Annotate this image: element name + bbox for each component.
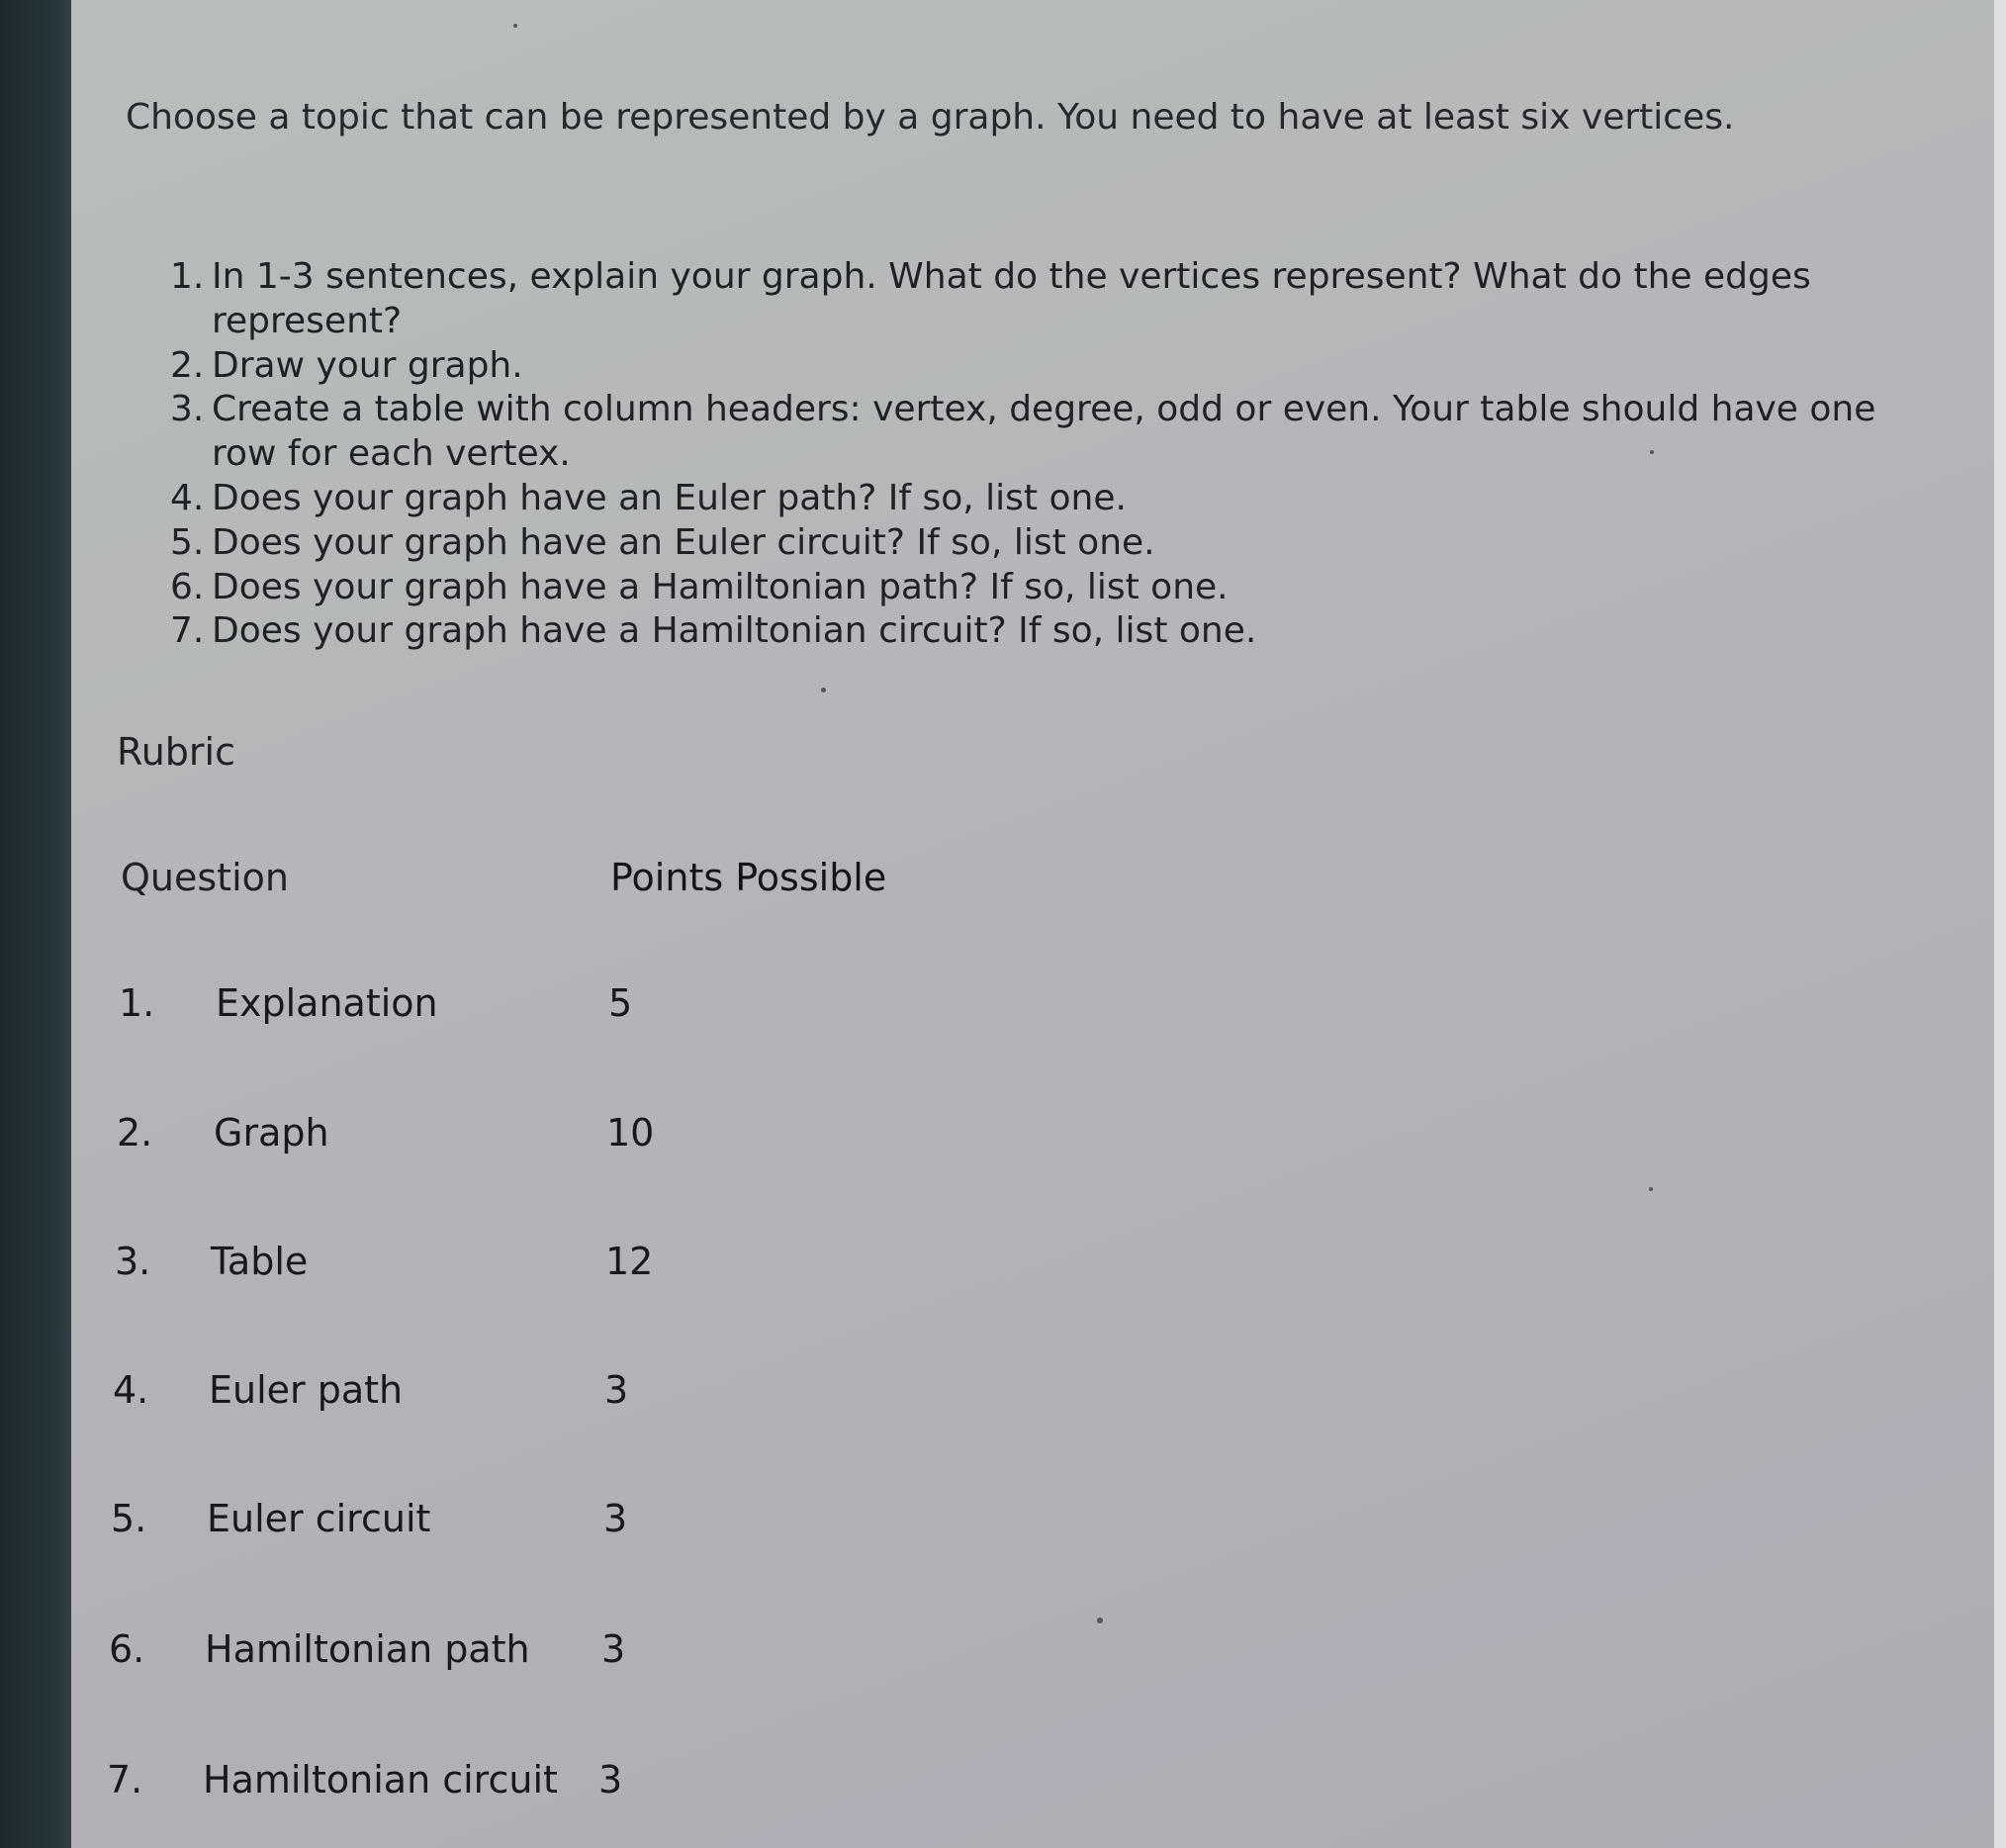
rubric-row-name: Table [211,1240,309,1283]
instruction-number: 6. [170,566,205,607]
instruction-text: Does your graph have a Hamiltonian path? If so, list one. [212,566,1229,607]
instruction-item [170,344,2006,389]
instruction-item [170,255,2006,344]
instruction-item [170,477,2006,521]
rubric-header-points: Points Possible [610,856,887,899]
rubric-row-number: 3. [115,1240,151,1283]
paper-speck [1649,1187,1653,1191]
rubric-row-number: 1. [119,981,155,1025]
rubric-row-name: Graph [214,1111,329,1155]
paper-speck [821,688,826,693]
background-edge-right [1994,0,2006,1848]
instruction-text: In 1-3 sentences, explain your graph. What do the vertices represent? What do the edges represent? [212,256,1811,341]
paper-speck [1097,1617,1103,1623]
rubric-header-question: Question [121,856,289,899]
instruction-number: 7. [170,610,205,652]
instruction-text: Does your graph have a Hamiltonian circuit? If so, list one. [212,610,1257,652]
rubric-row-name: Explanation [216,981,438,1025]
instruction-number: 4. [170,477,205,518]
rubric-row-points: 3 [604,1368,629,1412]
instruction-text: Draw your graph. [212,344,523,386]
instruction-item [170,388,2006,477]
instruction-number: 2. [170,344,205,386]
paper-speck [513,24,517,28]
instruction-item [170,521,2006,566]
instruction-item [170,609,2006,654]
rubric-row-points: 12 [605,1240,654,1283]
rubric-row-points: 10 [606,1111,655,1155]
rubric-row-points: 3 [603,1497,628,1540]
intro-text: Choose a topic that can be represented by a graph. You need to have at least six vertices. [126,97,1735,138]
background-edge [0,0,79,1848]
document-page [71,0,1995,1848]
instruction-number: 5. [170,521,205,563]
rubric-row-name: Euler circuit [207,1497,431,1540]
rubric-row-points: 3 [601,1627,626,1671]
rubric-row-points: 3 [598,1758,623,1802]
rubric-row-number: 2. [117,1111,153,1155]
rubric-row-name: Hamiltonian circuit [203,1758,558,1802]
rubric-title: Rubric [117,730,235,774]
rubric-row-number: 5. [111,1497,147,1540]
paper-speck [1650,450,1654,454]
instruction-text: Create a table with column headers: vertex, degree, odd or even. Your table should have one row for each vertex. [212,389,1876,475]
instruction-item [170,566,2006,610]
instruction-text: Does your graph have an Euler path? If so, list one. [212,477,1127,518]
instructions-list [170,255,2006,654]
rubric-row-number: 7. [107,1758,143,1802]
instruction-number: 3. [170,389,205,430]
rubric-row-name: Euler path [209,1368,404,1412]
rubric-row-number: 4. [113,1368,149,1412]
instruction-number: 1. [170,256,205,297]
rubric-row-number: 6. [109,1627,145,1671]
rubric-row-points: 5 [608,981,633,1025]
instruction-text: Does your graph have an Euler circuit? If so, list one. [212,521,1155,563]
rubric-row-name: Hamiltonian path [205,1627,530,1671]
